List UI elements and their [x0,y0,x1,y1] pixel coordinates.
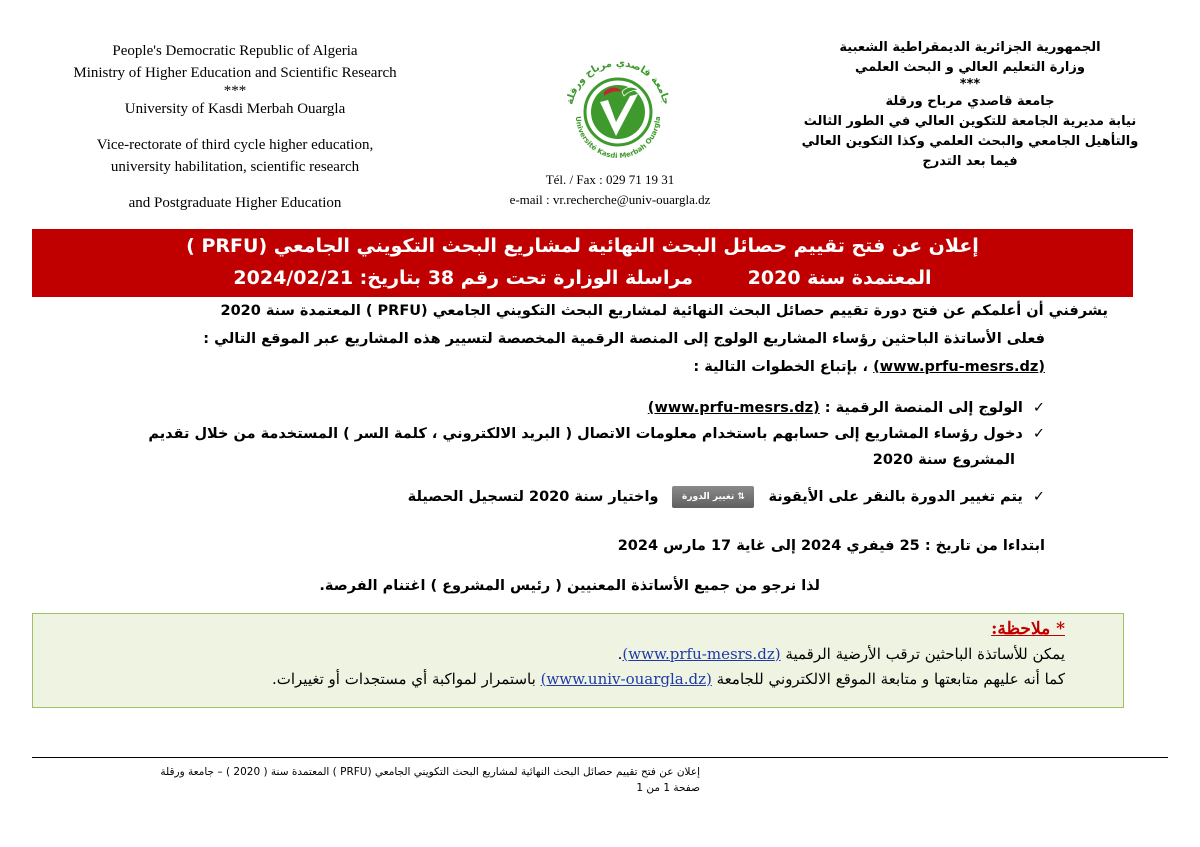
change-cycle-icon: ⇅ تغيير الدورة [672,486,754,508]
vice-rectorate-ar-3: فيما بعد التدرج [922,154,1018,169]
platform-link[interactable]: (www.prfu-mesrs.dz) [873,359,1045,375]
note-line-1-end: . [617,645,623,663]
note-university-link[interactable]: (www.univ-ouargla.dz) [540,670,712,688]
step-1-link[interactable]: (www.prfu-mesrs.dz) [647,400,820,416]
email: e-mail : vr.recherche@univ-ouargla.dz [509,192,711,207]
banner-subtitle [32,263,1133,293]
banner-ministry-letter: مراسلة الوزارة تحت رقم 38 بتاريخ: 2024/02/21 [233,267,694,289]
instruction-paragraph: فعلى الأساتذة الباحثين رؤساء المشاريع الولوج إلى المنصة الرقمية المخصصة لتسيير هذه المشاريع عبر الموقع التالي : [203,331,1045,347]
vice-rectorate-en-3: and Postgraduate Higher Education [128,195,342,211]
footer-title: إعلان عن فتح تقييم حصائل البحث النهائية لمشاريع البحث التكويني الجامعي (PRFU ) المعتمدة سنة ( 2020 ) – جامعة ورقلة [160,766,700,778]
check-icon: ✓ [1032,426,1045,442]
step-1 [648,400,1045,416]
contact-info [470,170,750,210]
vice-rectorate-ar-2: والتأهيل الجامعي والبحث العلمي وكذا التكوين العالي [801,134,1139,149]
platform-line-text: ، بإتباع الخطوات التالية : [693,359,874,375]
platform-line [693,359,1045,375]
vice-rectorate-en-2: university habilitation, scientific research [110,159,360,175]
vice-rectorate-ar-1: نيابة مديرية الجامعة للتكوين العالي في الطور الثالث [803,114,1137,129]
header-arabic [780,38,1160,172]
country-name-en: People's Democratic Republic of Algeria [112,43,358,59]
separator-ar: *** [959,77,981,92]
footer-divider [32,757,1168,758]
closing-request: لذا نرجو من جميع الأساتذة المعنيين ( رئيس المشروع ) اغتنام الفرصة. [319,578,820,594]
university-logo [558,52,678,172]
phone-fax: Tél. / Fax : 029 71 19 31 [545,172,675,187]
vice-rectorate-en-1: Vice-rectorate of third cycle higher education, [96,137,374,153]
country-name-ar: الجمهورية الجزائرية الديمقراطية الشعبية [839,40,1101,55]
step-2-continued: المشروع سنة 2020 [872,452,1015,468]
step-3-text-b: واختيار سنة 2020 لتسجيل الحصيلة [407,489,659,505]
banner-approved-year: المعتمدة سنة 2020 [747,267,932,289]
intro-paragraph: يشرفني أن أعلمكم عن فتح دورة تقييم حصائل البحث النهائية لمشاريع البحث التكويني الجامعي (PRFU ) المعتمدة سنة 2020 [220,303,1108,319]
page-number: صفحة 1 من 1 [636,782,700,794]
note-box [32,613,1124,708]
check-icon: ✓ [1032,400,1045,416]
note-line-2-end: باستمرار لمواكبة أي مستجدات أو تغييرات. [271,670,541,688]
university-name-en: University of Kasdi Merbah Ouargla [124,101,346,117]
note-line-2-text: كما أنه عليهم متابعتها و متابعة الموقع الالكتروني للجامعة [711,670,1065,688]
step-3-text-a: يتم تغيير الدورة بالنقر على الأيقونة [768,489,1023,505]
evaluation-period: ابتداءا من تاريخ : 25 فيفري 2024 إلى غاية 17 مارس 2024 [617,538,1045,554]
step-1-text: الولوج إلى المنصة الرقمية : [819,400,1023,416]
university-name-ar: جامعة قاصدي مرباح ورقلة [885,94,1055,109]
header-english [40,40,430,214]
logo-french-text: Université Kasdi Merbah Ouargla [573,115,663,161]
university-logo-icon [558,52,678,172]
note-line-1 [33,642,1123,667]
ministry-name-en: Ministry of Higher Education and Scientific Research [73,65,397,81]
note-platform-link[interactable]: (www.prfu-mesrs.dz) [622,645,781,663]
announcement-banner [32,229,1133,297]
check-icon: ✓ [1032,489,1045,505]
ministry-name-ar: وزارة التعليم العالي و البحث العلمي [855,60,1085,75]
step-2 [148,426,1045,442]
logo-arabic-text: جامعة قاصدي مرباح ورقلة [564,57,672,106]
separator-en: *** [223,83,247,99]
page-footer [40,764,700,796]
step-2-text-a: دخول رؤساء المشاريع إلى حسابهم باستخدام معلومات الاتصال ( البريد الالكتروني ، كلمة السر ) المستخدمة من خلال تقديم [148,426,1023,442]
note-line-1-text: يمكن للأساتذة الباحثين ترقب الأرضية الرقمية [780,645,1065,663]
note-title: * ملاحظة: [991,619,1065,639]
note-line-2 [33,667,1123,692]
step-3 [408,486,1045,508]
banner-title: إعلان عن فتح تقييم حصائل البحث النهائية لمشاريع البحث التكويني الجامعي (PRFU ) [186,235,979,257]
